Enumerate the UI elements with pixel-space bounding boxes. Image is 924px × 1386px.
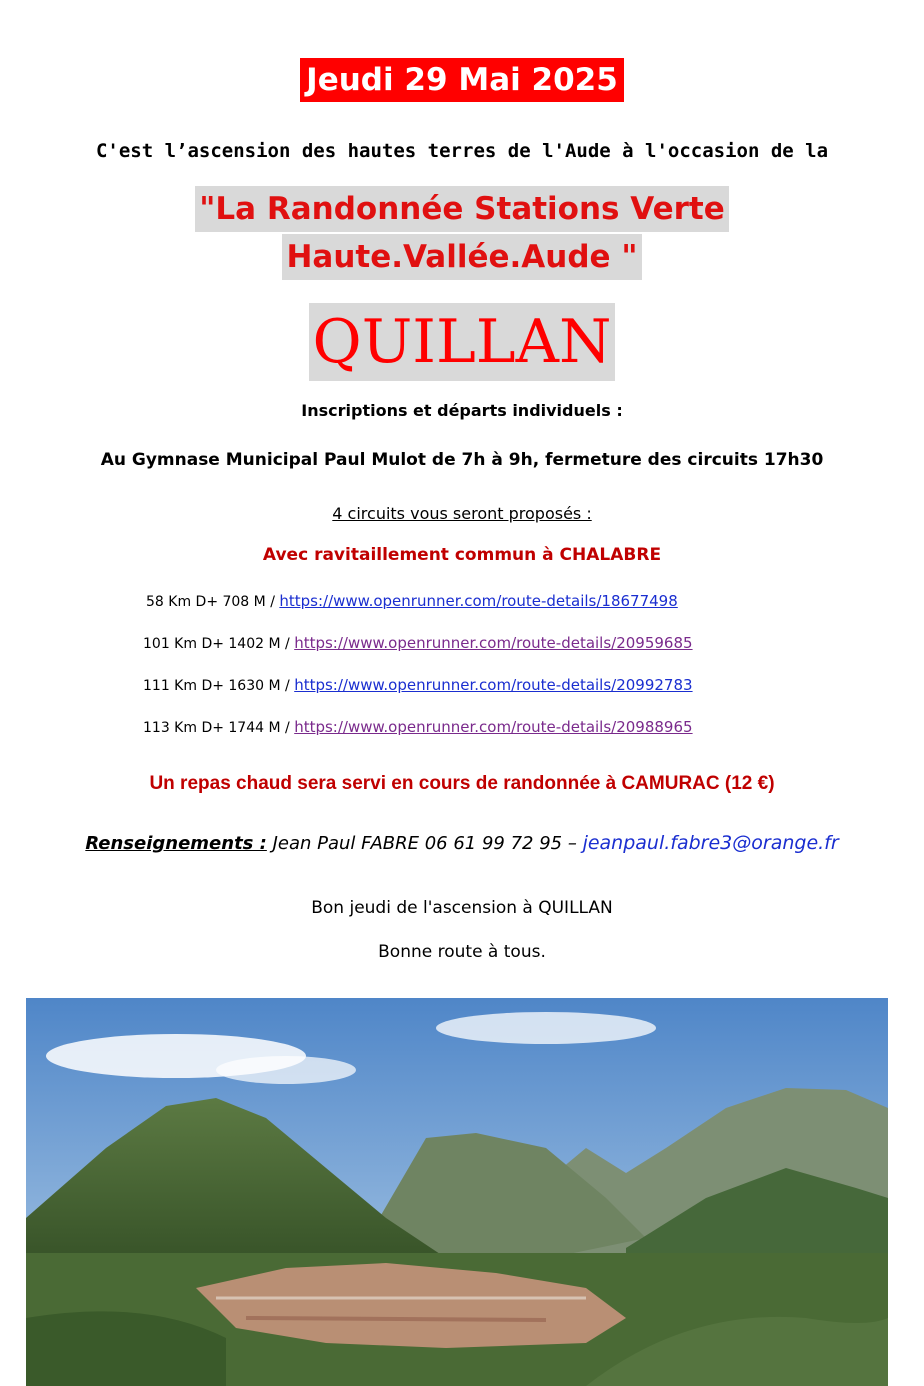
supply-text: Avec ravitaillement commun à CHALABRE xyxy=(262,545,662,565)
town-rooftops xyxy=(246,1318,546,1320)
closing-line-1: Bon jeudi de l'ascension à QUILLAN xyxy=(311,898,613,918)
contact-label: Renseignements : xyxy=(85,833,267,854)
cloud xyxy=(436,1012,656,1044)
event-title-line-2 xyxy=(0,234,924,280)
closing-line-2: Bonne route à tous. xyxy=(378,942,546,962)
route-link[interactable]: https://www.openrunner.com/route-details/20992783 xyxy=(294,676,693,694)
route-link[interactable]: https://www.openrunner.com/route-details/20988965 xyxy=(294,718,693,736)
route-label: 113 Km D+ 1744 M / xyxy=(143,720,290,736)
event-date: Jeudi 29 Mai 2025 xyxy=(300,58,624,102)
route-row xyxy=(143,718,693,736)
route-label: 58 Km D+ 708 M / xyxy=(146,594,275,610)
meal-text: Un repas chaud sera servi en cours de randonnée à CAMURAC (12 €) xyxy=(149,773,775,794)
cloud xyxy=(216,1056,356,1084)
contact-details: Jean Paul FABRE 06 61 99 72 95 – xyxy=(266,833,583,854)
event-title-1: "La Randonnée Stations Verte xyxy=(195,186,729,232)
registration-text: Inscriptions et départs individuels : xyxy=(301,401,623,420)
date-banner xyxy=(0,58,924,102)
circuits-heading: 4 circuits vous seront proposés : xyxy=(332,504,592,523)
route-label: 111 Km D+ 1630 M / xyxy=(143,678,290,694)
town-heading xyxy=(0,303,924,381)
route-link[interactable]: https://www.openrunner.com/route-details/18677498 xyxy=(279,592,678,610)
contact-email-link[interactable]: jeanpaul.fabre3@orange.fr xyxy=(582,832,839,854)
contact-line xyxy=(0,832,924,854)
landscape-photo xyxy=(26,998,888,1386)
route-label: 101 Km D+ 1402 M / xyxy=(143,636,290,652)
venue-line xyxy=(0,450,924,470)
venue-place: Au Gymnase Municipal Paul Mulot xyxy=(100,450,426,470)
venue-times: de 7h à 9h, fermeture des circuits 17h30 xyxy=(425,450,824,470)
intro-text: C'est l’ascension des hautes terres de l'Aude à l'occasion de la xyxy=(95,140,829,162)
route-row xyxy=(143,634,693,652)
event-title-2: Haute.Vallée.Aude " xyxy=(282,234,641,280)
valley-illustration xyxy=(26,998,888,1386)
route-row xyxy=(143,676,693,694)
route-link[interactable]: https://www.openrunner.com/route-details/20959685 xyxy=(294,634,693,652)
town-name: QUILLAN xyxy=(309,303,616,381)
route-row xyxy=(146,592,678,610)
event-title-line-1 xyxy=(0,186,924,232)
